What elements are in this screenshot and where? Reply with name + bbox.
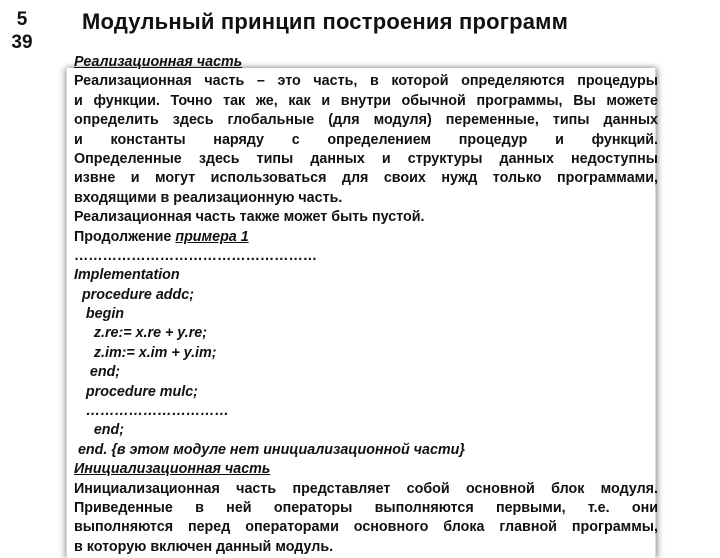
code-line: procedure mulc; xyxy=(74,383,198,400)
slide-current: 5 xyxy=(16,9,28,30)
paragraph-line: в которую включен данный модуль. xyxy=(74,538,334,555)
code-line: end. {в этом модуле нет инициализационной части} xyxy=(74,441,465,458)
code-line: end; xyxy=(74,422,125,439)
code-line: z.re:= x.re + y.re; xyxy=(74,325,207,342)
code-line: begin xyxy=(74,306,125,323)
code-line: procedure addc; xyxy=(74,286,194,303)
slide-total: 39 xyxy=(11,32,33,53)
paragraph-line: определить здесь глобальные (для модуля) переменные, типы данных xyxy=(74,112,658,129)
paragraph-line: Определенные здесь типы данных и структуры данных недоступны xyxy=(74,150,658,167)
continuation-prefix: Продолжение xyxy=(74,228,176,245)
heading-implementation: Реализационная часть xyxy=(74,54,243,70)
paragraph-line: Инициализационная часть представляет собой основной блок модуля. xyxy=(74,480,658,497)
continuation-line xyxy=(74,228,658,247)
example-link[interactable]: примера 1 xyxy=(175,228,249,245)
code-line: ………………………… xyxy=(74,403,229,420)
page-title: Модульный принцип построения программ xyxy=(82,9,569,34)
code-line: Implementation xyxy=(74,267,180,284)
paragraph-line: извне и могут использоваться для своих нужд только программами, xyxy=(74,170,658,187)
paragraph-line: и функции. Точно так же, как и внутри обычной программы, Вы можете xyxy=(74,92,658,109)
heading-initialization: Инициализационная часть xyxy=(74,461,271,478)
paragraph-line: Приведенные в ней операторы выполняются первыми, т.е. они xyxy=(74,499,658,516)
paragraph-line: и константы наряду с определением процедур и функций. xyxy=(74,131,658,148)
paragraph-line: Реализационная часть – это часть, в которой определяются процедуры xyxy=(74,73,658,90)
slide-number xyxy=(0,8,44,54)
code-line: z.im:= x.im + y.im; xyxy=(74,344,217,361)
code-line: end; xyxy=(74,364,121,381)
empty-note: Реализационная часть также может быть пустой. xyxy=(74,209,425,226)
slide-body xyxy=(74,53,658,557)
paragraph-line: выполняются перед операторами основного блока главной программы, xyxy=(74,519,658,536)
paragraph-line: входящими в реализационную часть. xyxy=(74,189,343,206)
ellipsis-line: …………………………………………… xyxy=(74,247,318,264)
